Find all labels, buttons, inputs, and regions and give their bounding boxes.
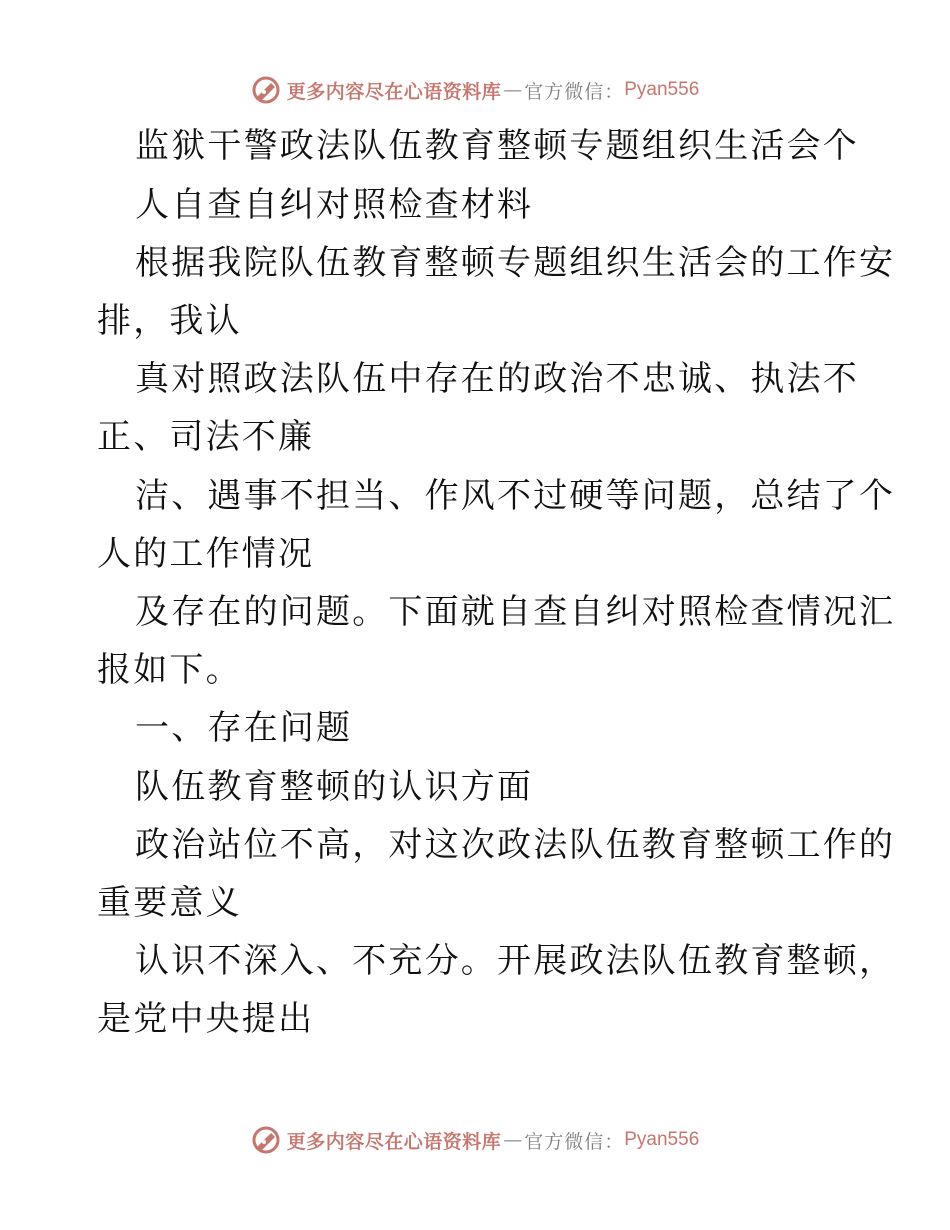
footer-promo-text: 更多内容尽在心语资料库 [286, 1130, 502, 1153]
doc-paragraph-line: 正、司法不廉 [97, 417, 315, 457]
pen-nib-logo-icon [251, 1125, 281, 1155]
doc-paragraph-line: 人的工作情况 [97, 534, 315, 574]
doc-section-heading: 一、存在问题 [135, 708, 353, 748]
doc-paragraph-line: 重要意义 [97, 883, 242, 923]
pen-nib-logo-icon [251, 75, 281, 105]
doc-paragraph-line: 是党中央提出 [97, 999, 315, 1039]
doc-paragraph-line: 真对照政法队伍中存在的政治不忠诚、执法不 [135, 359, 859, 399]
header-dash: — [503, 79, 523, 101]
header-wechat-label: 官方微信： [524, 80, 625, 103]
doc-paragraph-line: 报如下。 [97, 650, 242, 690]
doc-paragraph-line: 认识不深入、不充分。开展政法队伍教育整顿， [135, 941, 896, 981]
doc-title-line-1: 监狱干警政法队伍教育整顿专题组织生活会个 [135, 126, 859, 166]
footer-dash: — [503, 1129, 523, 1151]
doc-paragraph-line: 根据我院队伍教育整顿专题组织生活会的工作安 [135, 243, 896, 283]
footer-wechat-label: 官方微信： [524, 1130, 625, 1153]
header-banner [0, 70, 950, 110]
doc-paragraph-line: 及存在的问题。下面就自查自纠对照检查情况汇 [135, 592, 896, 632]
header-wechat-id: Pyan556 [624, 79, 700, 100]
header-promo-text: 更多内容尽在心语资料库 [286, 80, 502, 103]
doc-paragraph-line: 排，我认 [97, 301, 242, 341]
footer-banner [0, 1120, 950, 1160]
footer-wechat-id: Pyan556 [624, 1129, 700, 1150]
doc-subsection-heading: 队伍教育整顿的认识方面 [135, 767, 534, 807]
doc-title-line-2: 人自查自纠对照检查材料 [135, 185, 534, 225]
doc-paragraph-line: 政治站位不高，对这次政法队伍教育整顿工作的 [135, 825, 896, 865]
doc-paragraph-line: 洁、遇事不担当、作风不过硬等问题，总结了个 [135, 476, 896, 516]
